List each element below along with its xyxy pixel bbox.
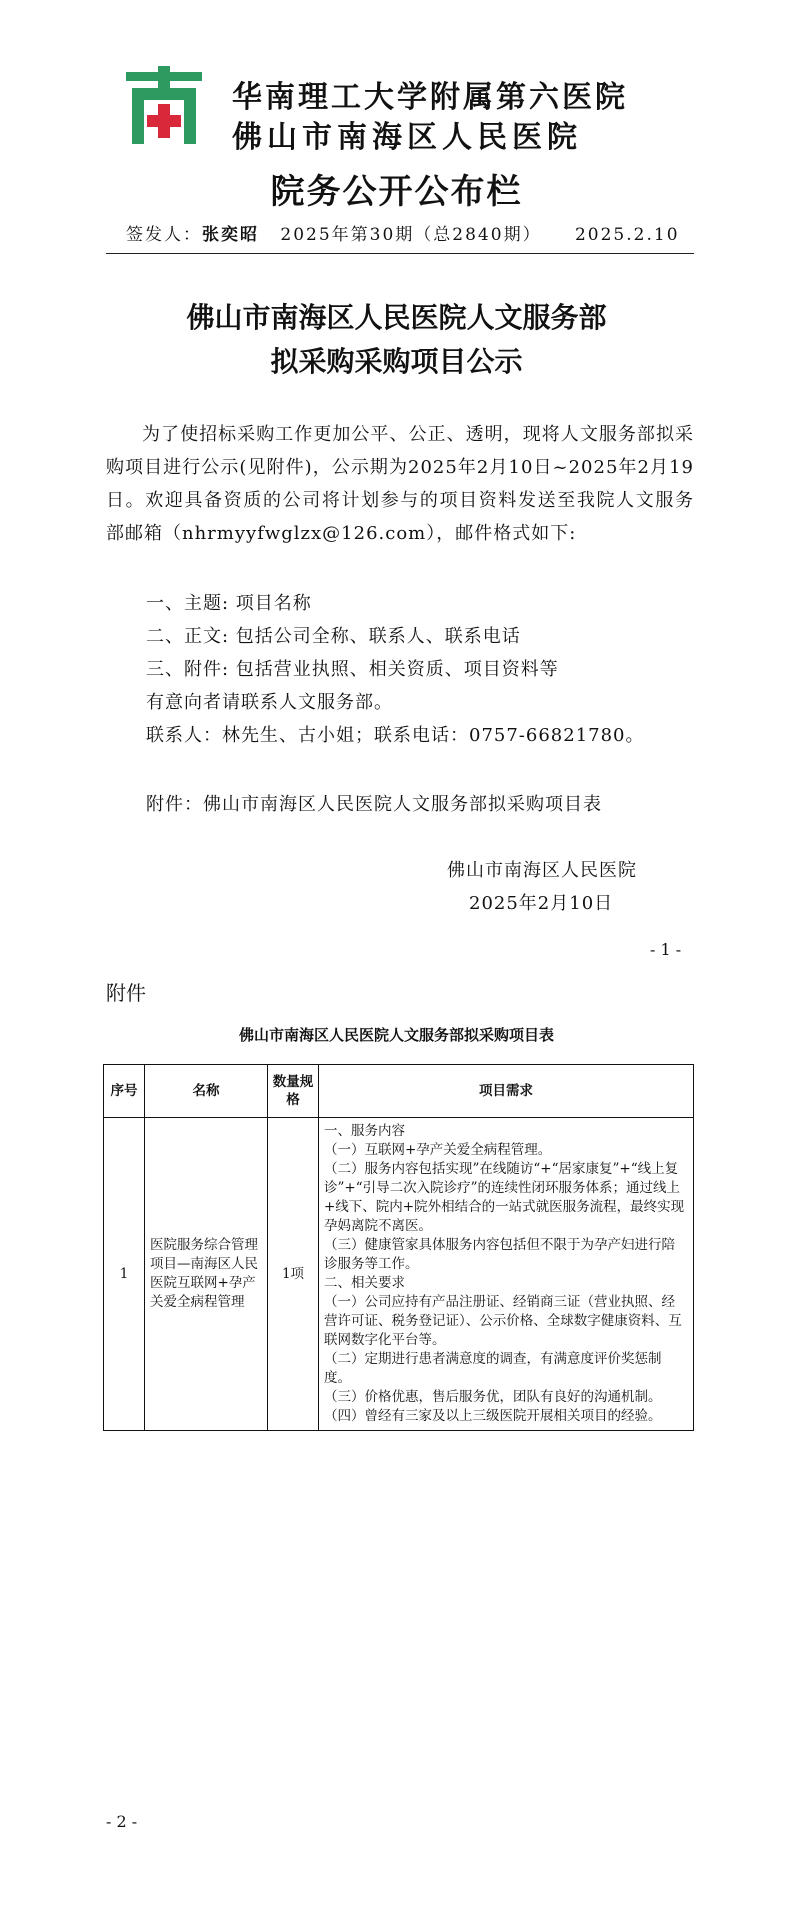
attachment-note: 附件：佛山市南海区人民医院人文服务部拟采购项目表 — [146, 794, 602, 815]
requirement-line: （四）曾经有三家及以上三级医院开展相关项目的经验。 — [324, 1408, 662, 1424]
attachment-label: 附件 — [106, 981, 146, 1005]
format-item-2: 二、正文: 包括公司全称、联系人、联系电话 — [146, 626, 521, 647]
table-row — [104, 1118, 694, 1431]
col-header-name: 名称 — [145, 1065, 268, 1118]
procurement-table — [103, 1064, 694, 1431]
notice-body-text: 为了使招标采购工作更加公平、公正、透明，现将人文服务部拟采购项目进行公示(见附件)，公示期为2025年2月10日~2025年2月19日。欢迎具备资质的公司将计划参与的项目资料发送至我院人文服务部邮箱（nhrmyyfwglzx@126.com），邮件格式如下: — [106, 424, 694, 544]
notice-title-line2: 拟采购采购项目公示 — [270, 345, 523, 378]
hospital-logo-icon — [124, 66, 204, 146]
issue-date: 2025.2.10 — [574, 225, 680, 245]
bulletin-title: 院务公开公布栏 — [270, 172, 523, 212]
requirement-line: （一）公司应持有产品注册证、经销商三证（营业执照、经营许可证、税务登记证）、公示价格、全球数字健康资料、互联网数字化平台等。 — [324, 1294, 682, 1348]
col-header-no: 序号 — [104, 1065, 145, 1118]
cell-quantity: 1项 — [268, 1118, 319, 1431]
cell-requirements — [319, 1118, 694, 1431]
col-header-requirements: 项目需求 — [319, 1065, 694, 1118]
col-header-quantity: 数量规格 — [268, 1065, 319, 1118]
format-item-3: 三、附件: 包括营业执照、相关资质、项目资料等 — [146, 659, 559, 680]
requirement-line: （二）定期进行患者满意度的调查，有满意度评价奖惩制度。 — [324, 1351, 662, 1386]
issuer-name: 张奕昭 — [202, 225, 259, 245]
requirement-line: （二）服务内容包括实现”在线随访“+“居家康复”+“线上复诊”+“引导二次入院诊疗”的连续性闭环服务体系；通过线上+线下、院内+院外相结合的一站式就医服务流程，最终实现孕妈离院不离医。 — [324, 1161, 685, 1234]
requirement-line: （三）价格优惠，售后服务优，团队有良好的沟通机制。 — [324, 1389, 662, 1405]
contact-info: 联系人：林先生、古小姐；联系电话：0757-66821780。 — [146, 725, 645, 746]
header-divider — [106, 253, 694, 254]
issuer-line — [126, 220, 680, 245]
cell-no: 1 — [104, 1118, 145, 1431]
notice-title-line1: 佛山市南海区人民医院人文服务部 — [186, 301, 607, 334]
page-number-1: - 1 - — [650, 940, 682, 959]
requirement-line: 一、服务内容 — [324, 1123, 405, 1139]
format-item-1: 一、主题: 项目名称 — [146, 593, 312, 614]
table-title: 佛山市南海区人民医院人文服务部拟采购项目表 — [238, 1026, 554, 1044]
hospital-name-primary: 华南理工大学附属第六医院 — [232, 80, 628, 115]
contact-note: 有意向者请联系人文服务部。 — [146, 692, 393, 713]
cell-name: 医院服务综合管理项目—南海区人民医院互联网+孕产关爱全病程管理 — [145, 1118, 268, 1431]
signature-date: 2025年2月10日 — [469, 893, 614, 914]
page-number-2: - 2 - — [106, 1812, 138, 1831]
issuer-label: 签发人： — [126, 225, 202, 245]
signature-org: 佛山市南海区人民医院 — [447, 860, 637, 881]
requirement-line: （三）健康管家具体服务内容包括但不限于为孕产妇进行陪诊服务等工作。 — [324, 1237, 675, 1272]
requirement-line: （一）互联网+孕产关爱全病程管理。 — [324, 1142, 552, 1158]
issue-info: 2025年第30期（总2840期） — [280, 225, 542, 245]
table-header-row — [104, 1065, 694, 1118]
requirement-line: 二、相关要求 — [324, 1275, 405, 1291]
hospital-name-secondary: 佛山市南海区人民医院 — [232, 120, 582, 155]
notice-body — [106, 418, 694, 550]
